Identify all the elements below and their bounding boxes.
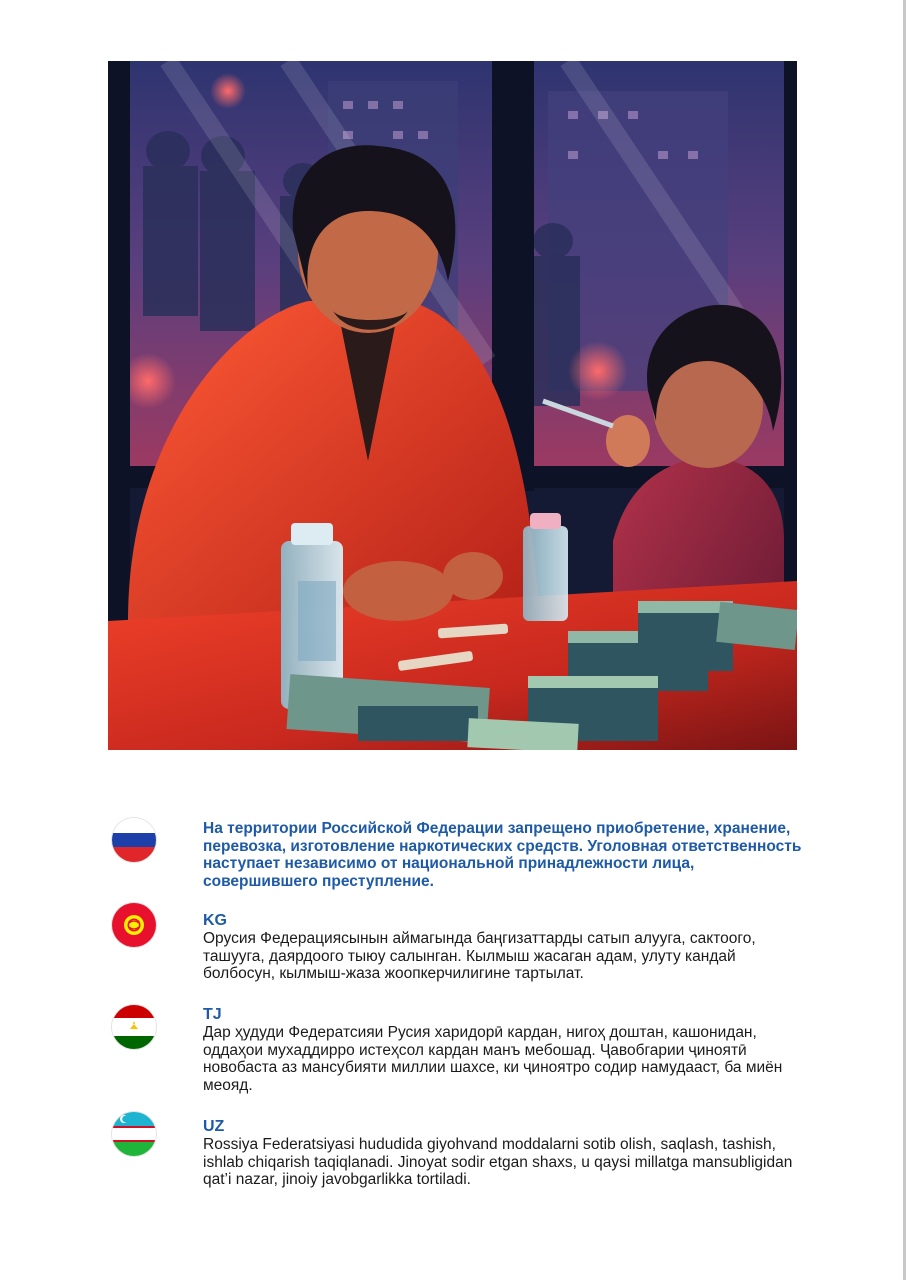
section-kg	[203, 912, 803, 983]
language-code: KG	[203, 912, 227, 929]
language-code: UZ	[203, 1118, 225, 1135]
section-ru	[203, 820, 803, 890]
section-text: Орусия Федерациясынын аймагында баңгизаттарды сатып алууга, сактоого, ташууга, даярдоого тыюу салынган. Кылмыш жасаган адам, улуту кандай болбосун, кылмыш-жаза жоопкерчилигине тартылат.	[203, 930, 756, 982]
drug-trafficking-illustration	[108, 61, 797, 750]
russia-flag-icon	[112, 818, 156, 862]
section-text: На территории Российской Федерации запрещено приобретение, хранение, перевозка, изготовление наркотических средств. Уголовная ответственность наступает независимо от национальной принадлежности лица, совершившего преступление.	[203, 820, 802, 890]
section-uz	[203, 1118, 803, 1189]
tajikistan-flag-icon	[112, 1005, 156, 1049]
uzbekistan-flag-icon	[112, 1112, 156, 1156]
section-tj	[203, 1006, 803, 1094]
section-text: Rossiya Federatsiyasi hududida giyohvand moddalarni sotib olish, saqlash, tashish, ishlab chiqarish taqiqlanadi. Jinoyat sodir etgan shaxs, u qaysi millatga mansubligidan qat’i nazar, jinoiy javobgarlikka tortiladi.	[203, 1136, 793, 1188]
kyrgyzstan-flag-icon	[112, 903, 156, 947]
language-code: TJ	[203, 1006, 222, 1023]
section-text: Дар ҳудуди Федератсияи Русия харидорӣ кардан, нигоҳ доштан, кашонидан, оддаҳои мухаддирро истеҳсол кардан манъ мебошад. Ҷавобгарии ҷиноятӣ новобаста аз мансубияти миллии шахсе, ки ҷиноятро содир намудааст, ба миён меояд.	[203, 1024, 783, 1094]
